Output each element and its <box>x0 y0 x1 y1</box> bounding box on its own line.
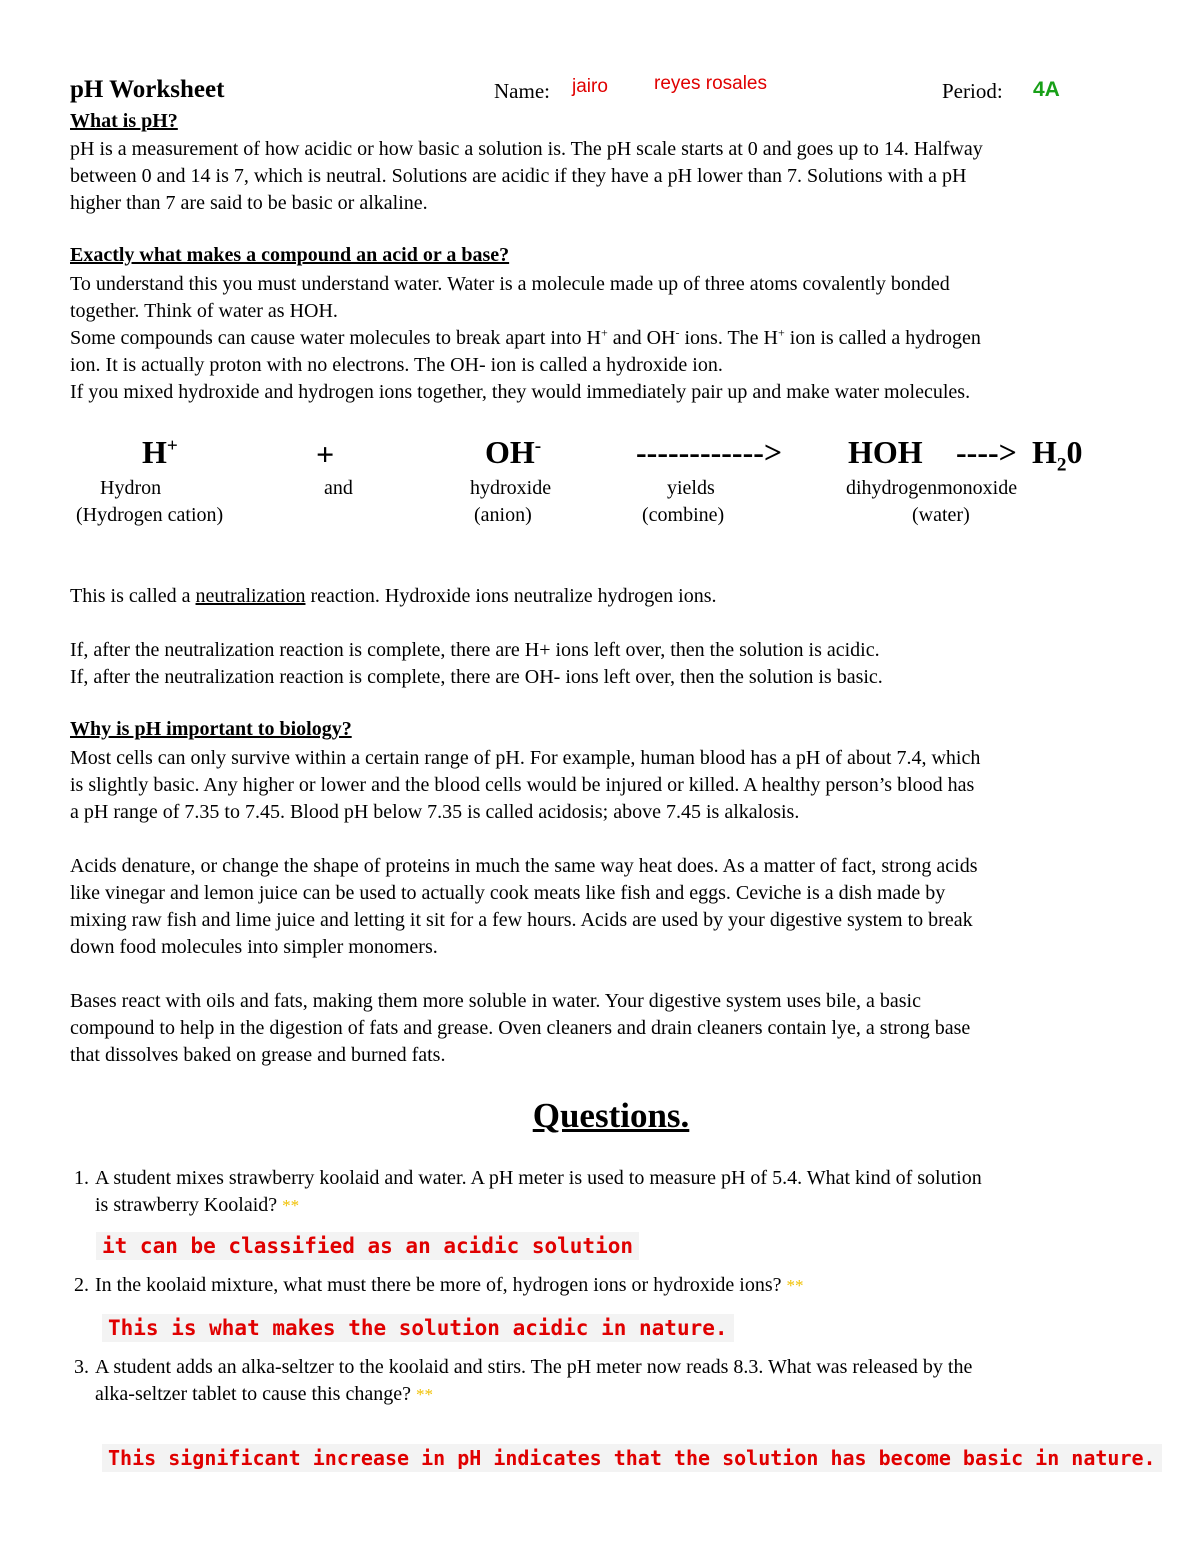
body-line: together. Think of water as HOH. <box>70 300 338 322</box>
equation-arrow2: ----> <box>956 434 1017 470</box>
body-line: higher than 7 are said to be basic or alkaline. <box>70 192 428 214</box>
question-3-text: A student adds an alka-seltzer to the koolaid and stirs. The pH meter now reads 8.3. What was released by the <box>95 1356 973 1378</box>
equation-hydroxide-ion: OH- <box>485 434 542 470</box>
star-marker: ** <box>786 1276 804 1295</box>
star-marker: ** <box>415 1385 433 1404</box>
body-line: pH is a measurement of how acidic or how basic a solution is. The pH scale starts at 0 and goes up to 14. Halfway <box>70 138 983 160</box>
body-line: mixing raw fish and lime juice and letting it sit for a few hours. Acids are used by your digestive system to break <box>70 909 973 931</box>
label-yields: yields <box>667 477 715 499</box>
body-line: Bases react with oils and fats, making them more soluble in water. Your digestive system uses bile, a basic <box>70 990 921 1012</box>
name-last-value: reyes rosales <box>654 73 767 94</box>
body-line: down food molecules into simpler monomers. <box>70 936 438 958</box>
label-anion: (anion) <box>474 504 532 526</box>
answer-3: This significant increase in pH indicates that the solution has become basic in nature. <box>102 1444 1162 1472</box>
equation-hoh: HOH <box>848 434 923 470</box>
name-label: Name: <box>494 79 550 103</box>
question-3-text-cont: alka-seltzer tablet to cause this change? ** <box>95 1383 433 1405</box>
question-2-text: In the koolaid mixture, what must there be more of, hydrogen ions or hydroxide ions? ** <box>95 1274 804 1296</box>
heading-what-is-ph: What is pH? <box>70 110 178 132</box>
body-line: Most cells can only survive within a certain range of pH. For example, human blood has a pH of about 7.4, which <box>70 747 981 769</box>
heading-acid-or-base: Exactly what makes a compound an acid or a base? <box>70 244 510 266</box>
question-1-number: 1. <box>74 1167 89 1189</box>
label-hydrogen-cation: (Hydrogen cation) <box>76 504 224 526</box>
worksheet-title: pH Worksheet <box>70 76 225 103</box>
label-dihydrogenmonoxide: dihydrogenmonoxide <box>846 477 1018 499</box>
equation-arrow: ------------> <box>636 434 783 470</box>
body-line: between 0 and 14 is 7, which is neutral. Solutions are acidic if they have a pH lower than 7. Solutions with a pH <box>70 165 967 187</box>
body-line: a pH range of 7.35 to 7.45. Blood pH below 7.35 is called acidosis; above 7.45 is alkalosis. <box>70 801 800 823</box>
body-line: If, after the neutralization reaction is complete, there are H+ ions left over, then the solution is acidic. <box>70 639 880 661</box>
body-line: like vinegar and lemon juice can be used to actually cook meats like fish and eggs. Ceviche is a dish made by <box>70 882 946 904</box>
body-line: ion. It is actually proton with no electrons. The OH- ion is called a hydroxide ion. <box>70 354 723 376</box>
label-combine: (combine) <box>642 504 725 526</box>
answer-1: it can be classified as an acidic solution <box>96 1232 639 1260</box>
question-2-number: 2. <box>74 1274 89 1296</box>
body-line-neutralization: This is called a neutralization reaction. Hydroxide ions neutralize hydrogen ions. <box>70 585 717 607</box>
equation-water: $H_20$ <box>1032 434 1083 476</box>
label-water: (water) <box>912 504 970 526</box>
question-1-text-cont: is strawberry Koolaid? ** <box>95 1194 300 1216</box>
equation-plus: + <box>316 436 335 472</box>
label-hydroxide: hydroxide <box>470 477 552 499</box>
period-label: Period: <box>942 79 1003 103</box>
body-line: If you mixed hydroxide and hydrogen ions together, they would immediately pair up and make water molecules. <box>70 381 971 403</box>
heading-ph-biology: Why is pH important to biology? <box>70 718 352 740</box>
question-1-text: A student mixes strawberry koolaid and water. A pH meter is used to measure pH of 5.4. What kind of solution <box>95 1167 982 1189</box>
body-line: that dissolves baked on grease and burned fats. <box>70 1044 446 1066</box>
body-line: is slightly basic. Any higher or lower and the blood cells would be injured or killed. A healthy person’s blood has <box>70 774 975 796</box>
answer-2: This is what makes the solution acidic in nature. <box>102 1314 734 1342</box>
label-hydron: Hydron <box>100 477 162 499</box>
name-first-value: jairo <box>572 76 608 97</box>
period-value: 4A <box>1033 78 1060 101</box>
equation-hydrogen-ion: H+ <box>142 434 178 470</box>
body-line-ions: Some compounds can cause water molecules to break apart into H+ and OH- ions. The H+ ion is called a hydrogen <box>70 325 981 349</box>
body-line: If, after the neutralization reaction is complete, there are OH- ions left over, then the solution is basic. <box>70 666 883 688</box>
body-line: compound to help in the digestion of fats and grease. Oven cleaners and drain cleaners contain lye, a strong base <box>70 1017 971 1039</box>
question-3-number: 3. <box>74 1356 89 1378</box>
star-marker: ** <box>282 1196 300 1215</box>
questions-title: Questions. <box>532 1096 690 1135</box>
body-line: Acids denature, or change the shape of proteins in much the same way heat does. As a matter of fact, strong acids <box>70 855 978 877</box>
body-line: To understand this you must understand water. Water is a molecule made up of three atoms covalently bonded <box>70 273 950 295</box>
label-and: and <box>324 477 353 499</box>
